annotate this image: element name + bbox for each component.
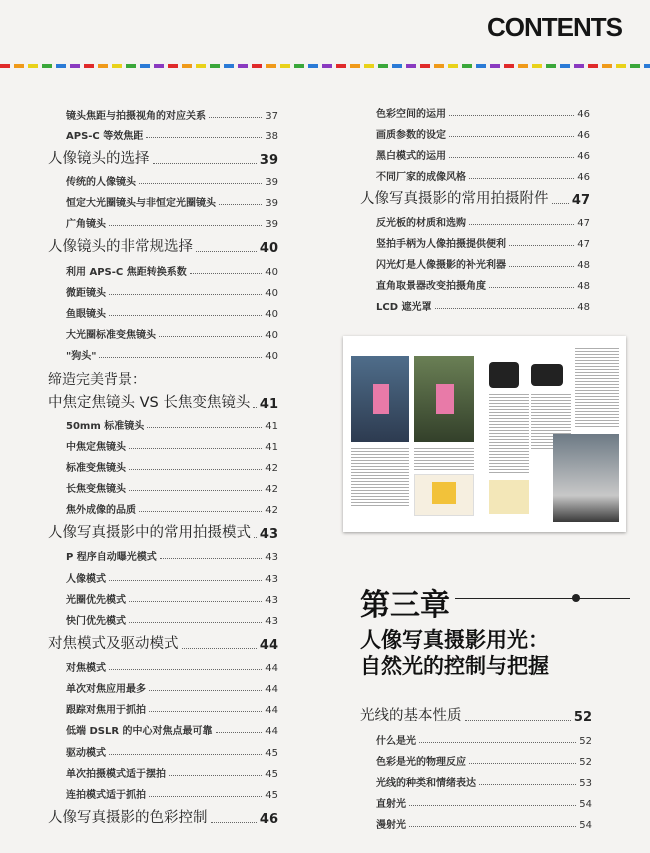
toc-subentry xyxy=(66,702,278,716)
toc-subentry xyxy=(66,195,278,209)
toc-entry-title: 鱼眼镜头 xyxy=(66,309,106,320)
toc-entry-title: 大光圈标准变焦镜头 xyxy=(66,330,156,341)
toc-subentry xyxy=(66,549,278,563)
toc-entry-title: 连拍模式适于抓拍 xyxy=(66,790,146,801)
toc-subentry xyxy=(66,306,278,320)
dot-leader xyxy=(149,689,262,691)
chapter-suffix: 章 xyxy=(420,588,450,623)
page-header-title: CONTENTS xyxy=(487,12,622,42)
toc-subentry xyxy=(376,817,592,831)
toc-entry-title: 对焦模式及驱动模式 xyxy=(48,636,179,652)
toc-entry-title: 反光板的材质和选购 xyxy=(376,218,466,229)
dot-leader xyxy=(409,804,576,806)
toc-page-number: 40 xyxy=(265,288,278,299)
dot-leader xyxy=(449,114,574,116)
toc-subentry xyxy=(66,264,278,278)
toc-page-number: 42 xyxy=(265,484,278,495)
dot-leader xyxy=(109,579,262,581)
toc-subentry xyxy=(376,754,592,768)
toc-entry-title: 对焦模式 xyxy=(66,663,106,674)
chapter-prefix: 第 xyxy=(360,588,390,623)
toc-page-number: 39 xyxy=(265,198,278,209)
toc-page-number: 44 xyxy=(265,663,278,674)
toc-subentry xyxy=(66,787,278,801)
dot-leader xyxy=(449,156,574,158)
dot-leader xyxy=(196,250,257,252)
toc-subentry xyxy=(66,723,278,737)
toc-subentry xyxy=(66,502,278,516)
dot-leader xyxy=(159,335,262,337)
toc-entry-title: 光线的种类和情绪表达 xyxy=(376,778,476,789)
toc-subentry xyxy=(66,460,278,474)
toc-page-number: 48 xyxy=(577,302,590,313)
toc-entry-title: 光圈优先模式 xyxy=(66,595,126,606)
toc-page-number: 47 xyxy=(577,239,590,250)
toc-entry-title: 利用 APS-C 焦距转换系数 xyxy=(66,267,187,278)
toc-subentry xyxy=(66,681,278,695)
toc-entry-title: 传统的人像镜头 xyxy=(66,177,136,188)
dot-leader xyxy=(109,668,262,670)
toc-entry-title: 黑白模式的运用 xyxy=(376,151,446,162)
toc-section-entry xyxy=(360,706,592,725)
toc-entry-title: 焦外成像的品质 xyxy=(66,505,136,516)
toc-page-number: 44 xyxy=(259,638,278,653)
dot-leader xyxy=(509,265,574,267)
toc-entry-title: 跟踪对焦用于抓拍 xyxy=(66,705,146,716)
toc-subentry xyxy=(66,174,278,188)
toc-page-number: 47 xyxy=(571,193,590,208)
toc-entry-title: 光线的基本性质 xyxy=(360,708,462,724)
toc-entry-title: 长焦变焦镜头 xyxy=(66,484,126,495)
toc-page-number: 47 xyxy=(577,218,590,229)
dot-leader xyxy=(419,741,576,743)
toc-entry-title: 广角镜头 xyxy=(66,219,106,230)
toc-entry-title: 标准变焦镜头 xyxy=(66,463,126,474)
dot-leader xyxy=(99,356,262,358)
toc-entry-title: 人像写真摄影中的常用拍摄模式 xyxy=(48,525,251,541)
toc-entry-title: P 程序自动曝光模式 xyxy=(66,552,157,563)
toc-entry-title: 单次对焦应用最多 xyxy=(66,684,146,695)
toc-entry-title: 漫射光 xyxy=(376,820,406,831)
dot-leader xyxy=(409,825,576,827)
dot-leader xyxy=(149,795,262,797)
toc-page-number: 42 xyxy=(265,505,278,516)
toc-subentry xyxy=(66,571,278,585)
toc-page-number: 40 xyxy=(265,351,278,362)
toc-subentry xyxy=(66,592,278,606)
dot-leader xyxy=(129,468,262,470)
dot-leader xyxy=(435,307,575,309)
toc-page-number: 40 xyxy=(265,267,278,278)
toc-section-entry xyxy=(360,189,590,208)
toc-entry-title: 中焦定焦镜头 VS 长焦变焦镜头 xyxy=(48,395,251,411)
toc-section-entry xyxy=(48,393,278,412)
toc-page-number: 38 xyxy=(265,131,278,142)
toc-page-number: 46 xyxy=(577,109,590,120)
dot-leader xyxy=(509,244,574,246)
toc-page-number: 45 xyxy=(265,790,278,801)
dot-leader xyxy=(479,783,576,785)
toc-entry-title: 微距镜头 xyxy=(66,288,106,299)
toc-entry-title: 单次拍摄模式适于摆拍 xyxy=(66,769,166,780)
toc-subentry xyxy=(66,285,278,299)
toc-subentry xyxy=(66,128,278,142)
toc-entry-title: 人像写真摄影的常用拍摄附件 xyxy=(360,191,549,207)
dot-leader xyxy=(129,621,262,623)
toc-page-number: 48 xyxy=(577,281,590,292)
toc-section-entry xyxy=(48,808,278,827)
toc-entry-title: 色彩是光的物理反应 xyxy=(376,757,466,768)
dot-leader xyxy=(129,489,262,491)
toc-subentry xyxy=(66,745,278,759)
dot-leader xyxy=(146,136,262,138)
toc-subentry xyxy=(66,660,278,674)
dot-leader xyxy=(254,536,257,538)
toc-entry-title: 色彩空间的运用 xyxy=(376,109,446,120)
dot-leader xyxy=(109,293,262,295)
toc-subentry xyxy=(376,148,590,162)
dot-leader xyxy=(465,719,571,721)
chapter-title-line1: 人像写真摄影用光： xyxy=(360,628,549,652)
toc-page-number: 46 xyxy=(577,130,590,141)
toc-subentry xyxy=(376,106,590,120)
toc-page-number: 45 xyxy=(265,769,278,780)
toc-page-number: 54 xyxy=(579,820,592,831)
toc-subentry xyxy=(376,127,590,141)
dot-leader xyxy=(169,774,262,776)
toc-subentry xyxy=(66,327,278,341)
toc-page-number: 53 xyxy=(579,778,592,789)
dot-leader xyxy=(449,135,574,137)
toc-page-number: 54 xyxy=(579,799,592,810)
toc-subentry xyxy=(66,348,278,362)
toc-page-number: 46 xyxy=(259,812,278,827)
toc-page-number: 41 xyxy=(259,397,278,412)
toc-section-entry xyxy=(48,523,278,542)
dot-leader xyxy=(129,600,262,602)
toc-entry-title: 画质参数的设定 xyxy=(376,130,446,141)
toc-subentry xyxy=(376,236,590,250)
toc-page-number: 46 xyxy=(577,172,590,183)
toc-page-number: 45 xyxy=(265,748,278,759)
toc-subentry xyxy=(66,439,278,453)
toc-entry-title: 50mm 标准镜头 xyxy=(66,421,145,432)
toc-entry-title: 驱动模式 xyxy=(66,748,106,759)
toc-page-number: 39 xyxy=(265,177,278,188)
toc-entry-title: 竖拍手柄为人像拍摄提供便利 xyxy=(376,239,506,250)
toc-subentry xyxy=(66,108,278,122)
chapter-rule xyxy=(455,598,630,599)
toc-section-entry xyxy=(48,149,278,168)
toc-subentry xyxy=(376,775,592,789)
toc-entry-title: 人像模式 xyxy=(66,574,106,585)
dot-leader xyxy=(211,821,257,823)
dot-leader xyxy=(153,162,257,164)
section-heading: 缔造完美背景： xyxy=(48,372,146,388)
toc-page-number: 52 xyxy=(579,757,592,768)
toc-page-number: 43 xyxy=(265,574,278,585)
toc-page-number: 39 xyxy=(265,219,278,230)
toc-entry-title: 直角取景器改变拍摄角度 xyxy=(376,281,486,292)
dot-leader xyxy=(469,223,574,225)
toc-entry-title: APS-C 等效焦距 xyxy=(66,131,144,142)
toc-page-number: 44 xyxy=(265,726,278,737)
toc-entry-title: 什么是光 xyxy=(376,736,416,747)
toc-entry-title: LCD 遮光罩 xyxy=(376,302,432,313)
toc-entry-title: 人像镜头的非常规选择 xyxy=(48,239,193,255)
toc-page-number: 41 xyxy=(265,442,278,453)
toc-subentry xyxy=(376,278,590,292)
toc-entry-title: 直射光 xyxy=(376,799,406,810)
toc-subentry xyxy=(66,418,278,432)
toc-subentry xyxy=(376,215,590,229)
dot-leader xyxy=(190,272,263,274)
toc-subentry xyxy=(376,796,592,810)
toc-subentry xyxy=(376,299,590,313)
dot-leader xyxy=(147,426,262,428)
toc-entry-title: 快门优先模式 xyxy=(66,616,126,627)
chapter-heading xyxy=(360,580,450,624)
toc-entry-title: 恒定大光圈镜头与非恒定光圈镜头 xyxy=(66,198,216,209)
toc-section-entry xyxy=(48,634,278,653)
sample-page-thumbnail xyxy=(343,336,626,532)
chapter-rule-dot xyxy=(572,594,580,602)
toc-entry-title: 人像写真摄影的色彩控制 xyxy=(48,810,208,826)
toc-entry-title: 低端 DSLR 的中心对焦点最可靠 xyxy=(66,726,213,737)
toc-subentry xyxy=(66,766,278,780)
toc-page-number: 40 xyxy=(265,309,278,320)
toc-section-entry xyxy=(48,237,278,256)
dot-leader xyxy=(469,177,574,179)
toc-page-number: 43 xyxy=(265,616,278,627)
toc-page-number: 39 xyxy=(259,153,278,168)
toc-page-number: 41 xyxy=(265,421,278,432)
toc-page-number: 43 xyxy=(265,552,278,563)
toc-page-number: 43 xyxy=(265,595,278,606)
chapter-title-line2: 自然光的控制与把握 xyxy=(360,654,549,678)
toc-page-number: 44 xyxy=(265,705,278,716)
toc-subentry xyxy=(376,257,590,271)
dot-leader xyxy=(552,202,569,204)
dot-leader xyxy=(139,510,262,512)
toc-entry-title: 镜头焦距与拍摄视角的对应关系 xyxy=(66,111,206,122)
toc-subentry xyxy=(66,216,278,230)
dot-leader xyxy=(109,753,262,755)
toc-entry-title: "狗头" xyxy=(66,351,97,362)
toc-page-number: 52 xyxy=(579,736,592,747)
toc-subentry xyxy=(66,481,278,495)
toc-page-number: 46 xyxy=(577,151,590,162)
dot-leader xyxy=(139,182,262,184)
chapter-number: 三 xyxy=(390,588,420,623)
toc-page-number: 52 xyxy=(573,710,592,725)
rainbow-divider xyxy=(0,64,650,68)
dot-leader xyxy=(489,286,574,288)
toc-page-number: 40 xyxy=(259,241,278,256)
toc-page-number: 43 xyxy=(259,527,278,542)
toc-entry-title: 中焦定焦镜头 xyxy=(66,442,126,453)
dot-leader xyxy=(109,224,262,226)
toc-page-number: 40 xyxy=(265,330,278,341)
dot-leader xyxy=(109,314,262,316)
toc-subentry xyxy=(376,169,590,183)
toc-entry-title: 人像镜头的选择 xyxy=(48,151,150,167)
toc-subentry xyxy=(66,613,278,627)
dot-leader xyxy=(182,647,257,649)
toc-page-number: 42 xyxy=(265,463,278,474)
dot-leader xyxy=(129,447,262,449)
toc-entry-title: 不同厂家的成像风格 xyxy=(376,172,466,183)
dot-leader xyxy=(216,731,263,733)
dot-leader xyxy=(253,406,257,408)
dot-leader xyxy=(469,762,576,764)
dot-leader xyxy=(209,116,262,118)
toc-entry-title: 闪光灯是人像摄影的补光利器 xyxy=(376,260,506,271)
dot-leader xyxy=(149,710,262,712)
toc-page-number: 37 xyxy=(265,111,278,122)
toc-subentry xyxy=(376,733,592,747)
toc-page-number: 48 xyxy=(577,260,590,271)
toc-page-number: 44 xyxy=(265,684,278,695)
dot-leader xyxy=(219,203,262,205)
dot-leader xyxy=(160,557,262,559)
